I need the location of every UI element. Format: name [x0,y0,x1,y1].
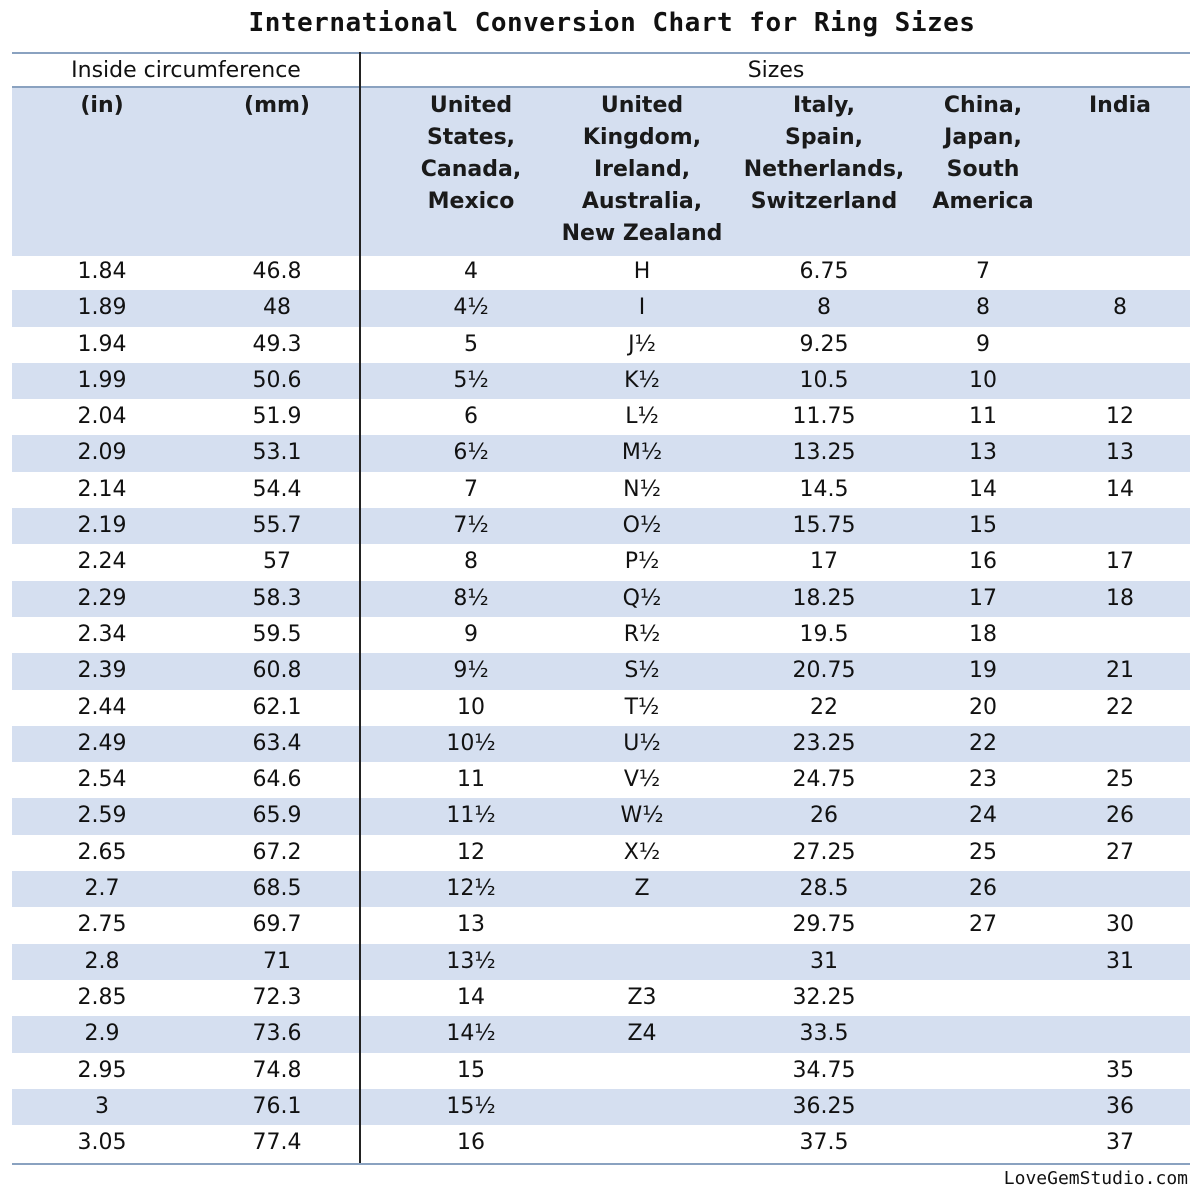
cell-mm: 73.6 [252,1021,302,1047]
cell-it: 33.5 [799,1021,849,1047]
cell-us: 8½ [453,585,489,611]
table-row [12,907,1190,943]
cell-in: 2.29 [77,585,127,611]
table-row [12,617,1190,653]
cell-us: 14 [457,984,485,1010]
cell-in: 2.75 [77,912,127,938]
cell-india: 31 [1106,948,1134,974]
table-row [12,472,1190,508]
table-row [12,944,1190,980]
cell-india: 30 [1106,912,1134,938]
cell-mm: 76.1 [252,1093,302,1119]
cell-it: 10.5 [799,367,849,393]
cell-it: 15.75 [792,513,856,539]
cell-india: 13 [1106,440,1134,466]
cell-mm: 72.3 [252,984,302,1010]
cell-us: 9½ [453,658,489,684]
cell-in: 2.7 [84,876,120,902]
cell-mm: 71 [263,948,291,974]
cell-in: 1.89 [77,295,127,321]
column-header-italy: Italy, Spain, Netherlands, Switzerland [743,93,905,214]
table-row [12,1016,1190,1052]
cell-india: 22 [1106,694,1134,720]
cell-mm: 48 [263,295,291,321]
table-row [12,399,1190,435]
cell-it: 20.75 [792,658,856,684]
cell-us: 15½ [446,1093,496,1119]
cell-it: 36.25 [792,1093,856,1119]
cell-cn: 23 [969,767,997,793]
cell-us: 9 [464,621,478,647]
cell-mm: 50.6 [252,367,302,393]
bottom-rule [12,1163,1190,1165]
cell-it: 19.5 [799,621,849,647]
column-header-uk: United Kingdom, Ireland, Australia, New Zealand [561,93,723,246]
cell-us: 6½ [453,440,489,466]
cell-india [1070,726,1170,762]
cell-india: 21 [1106,658,1134,684]
cell-it: 8 [817,295,831,321]
cell-it: 31 [810,948,838,974]
cell-it: 37.5 [799,1130,849,1156]
cell-cn: 13 [969,440,997,466]
cell-cn: 26 [969,876,997,902]
table-row [12,690,1190,726]
cell-us: 4 [464,259,478,284]
cell-mm: 58.3 [252,585,302,611]
cell-mm: 59.5 [252,621,302,647]
cell-uk: R½ [623,621,661,647]
cell-uk: H [633,259,651,284]
cell-us: 7½ [453,513,489,539]
cell-uk: X½ [623,839,661,865]
cell-uk: N½ [623,476,661,502]
cell-uk: O½ [622,513,662,539]
cell-us: 13 [457,912,485,938]
cell-us: 4½ [453,295,489,321]
cell-in: 3 [95,1093,109,1119]
cell-us: 8 [464,549,478,575]
cell-mm: 74.8 [252,1057,302,1083]
cell-mm: 62.1 [252,694,302,720]
cell-cn: 16 [969,549,997,575]
cell-us: 6 [464,404,478,430]
cell-it: 27.25 [792,839,856,865]
cell-uk: K½ [624,367,660,393]
cell-mm: 68.5 [252,876,302,902]
cell-cn [918,1016,1048,1052]
cell-it: 18.25 [792,585,856,611]
cell-us: 13½ [446,948,496,974]
cell-india [1070,508,1170,544]
table-row [12,980,1190,1016]
cell-mm: 57 [263,549,291,575]
cell-mm: 69.7 [252,912,302,938]
cell-us: 10½ [446,730,496,756]
cell-cn: 17 [969,585,997,611]
cell-in: 1.99 [77,367,127,393]
cell-in: 2.49 [77,730,127,756]
cell-uk: V½ [623,767,661,793]
column-header-in: (in) [80,93,124,118]
cell-india [1070,980,1170,1016]
cell-india: 25 [1106,767,1134,793]
cell-uk [556,907,728,943]
cell-uk: W½ [620,803,664,829]
cell-india [1070,363,1170,399]
cell-cn: 7 [976,259,990,284]
cell-it: 11.75 [792,404,856,430]
cell-india: 26 [1106,803,1134,829]
column-header-mm: (mm) [244,93,310,118]
cell-mm: 51.9 [252,404,302,430]
cell-india: 37 [1106,1130,1134,1156]
cell-it: 14.5 [799,476,849,502]
cell-it: 32.25 [792,984,856,1010]
table-row [12,1053,1190,1089]
cell-cn [918,1125,1048,1161]
table-row [12,653,1190,689]
column-header-india: India [1089,93,1151,118]
cell-mm: 49.3 [252,331,302,357]
cell-us: 5½ [453,367,489,393]
cell-us: 16 [457,1130,485,1156]
cell-us: 12 [457,839,485,865]
cell-in: 2.09 [77,440,127,466]
cell-cn: 11 [969,404,997,430]
group-header-sizes: Sizes [747,58,805,83]
cell-uk: T½ [624,694,660,720]
cell-cn: 10 [969,367,997,393]
cell-india: 12 [1106,404,1134,430]
cell-india: 27 [1106,839,1134,865]
cell-uk: S½ [624,658,660,684]
cell-it: 24.75 [792,767,856,793]
cell-india [1070,254,1170,290]
cell-uk: J½ [628,331,656,357]
cell-cn [918,1089,1048,1125]
cell-it: 22 [810,694,838,720]
cell-uk: M½ [621,440,663,466]
cell-uk: I [638,295,646,321]
cell-us: 12½ [446,876,496,902]
cell-india: 14 [1106,476,1134,502]
cell-in: 2.19 [77,513,127,539]
cell-india: 35 [1106,1057,1134,1083]
table-row [12,762,1190,798]
cell-in: 2.34 [77,621,127,647]
cell-it: 17 [810,549,838,575]
cell-mm: 55.7 [252,513,302,539]
cell-in: 2.85 [77,984,127,1010]
cell-it: 6.75 [799,259,849,284]
cell-cn: 20 [969,694,997,720]
cell-india [1070,327,1170,363]
cell-in: 2.59 [77,803,127,829]
cell-it: 28.5 [799,876,849,902]
cell-in: 2.65 [77,839,127,865]
table-row [12,544,1190,580]
cell-uk: U½ [623,730,661,756]
cell-mm: 65.9 [252,803,302,829]
cell-uk [556,1089,728,1125]
cell-india: 36 [1106,1093,1134,1119]
cell-cn: 8 [976,295,990,321]
cell-mm: 53.1 [252,440,302,466]
cell-in: 2.24 [77,549,127,575]
cell-uk: Z3 [627,984,657,1010]
cell-uk: Q½ [622,585,662,611]
cell-in: 2.9 [84,1021,120,1047]
cell-mm: 64.6 [252,767,302,793]
cell-cn [918,1053,1048,1089]
cell-it: 34.75 [792,1057,856,1083]
cell-in: 2.04 [77,404,127,430]
cell-mm: 46.8 [252,259,302,284]
cell-in: 1.84 [77,259,127,284]
table-row [12,581,1190,617]
cell-us: 10 [457,694,485,720]
cell-india: 18 [1106,585,1134,611]
cell-india [1070,617,1170,653]
cell-uk: Z [634,876,650,902]
cell-cn: 9 [976,331,990,357]
cell-india: 8 [1113,295,1127,321]
cell-cn [918,980,1048,1016]
table-row [12,1125,1190,1161]
table-row [12,871,1190,907]
cell-in: 2.95 [77,1057,127,1083]
cell-in: 2.39 [77,658,127,684]
cell-in: 2.44 [77,694,127,720]
table-row [12,254,1190,290]
group-header-circumference: Inside circumference [71,58,301,83]
cell-uk: Z4 [627,1021,657,1047]
cell-it: 23.25 [792,730,856,756]
cell-uk: P½ [624,549,660,575]
cell-in: 3.05 [77,1130,127,1156]
cell-mm: 54.4 [252,476,302,502]
column-divider [359,52,361,1165]
cell-cn: 24 [969,803,997,829]
table-row [12,363,1190,399]
table-row [12,1089,1190,1125]
cell-mm: 63.4 [252,730,302,756]
table-row [12,835,1190,871]
cell-it: 26 [810,803,838,829]
cell-in: 2.14 [77,476,127,502]
table-row [12,508,1190,544]
cell-cn: 15 [969,513,997,539]
cell-uk: L½ [625,404,659,430]
cell-it: 13.25 [792,440,856,466]
cell-us: 15 [457,1057,485,1083]
cell-cn: 22 [969,730,997,756]
cell-it: 29.75 [792,912,856,938]
cell-uk [556,944,728,980]
table-row [12,435,1190,471]
table-row [12,726,1190,762]
table-row [12,327,1190,363]
cell-uk [556,1125,728,1161]
table-row [12,798,1190,834]
cell-cn: 18 [969,621,997,647]
cell-mm: 60.8 [252,658,302,684]
cell-cn: 25 [969,839,997,865]
cell-mm: 77.4 [252,1130,302,1156]
cell-india: 17 [1106,549,1134,575]
cell-uk [556,1053,728,1089]
table-row [12,290,1190,326]
cell-cn: 14 [969,476,997,502]
cell-us: 11½ [446,803,496,829]
chart-title: International Conversion Chart for Ring Sizes [248,8,976,38]
cell-us: 11 [457,767,485,793]
site-credit: LoveGemStudio.com [1003,1168,1188,1189]
cell-us: 7 [464,476,478,502]
cell-in: 2.54 [77,767,127,793]
cell-in: 1.94 [77,331,127,357]
column-header-us: United States, Canada, Mexico [420,93,522,214]
cell-in: 2.8 [84,948,120,974]
cell-us: 14½ [446,1021,496,1047]
cell-us: 5 [464,331,478,357]
cell-it: 9.25 [799,331,849,357]
cell-india [1070,871,1170,907]
cell-cn: 19 [969,658,997,684]
cell-mm: 67.2 [252,839,302,865]
table-body [12,254,1190,1161]
cell-india [1070,1016,1170,1052]
column-header-china: China, Japan, South America [932,93,1034,214]
cell-cn [918,944,1048,980]
cell-cn: 27 [969,912,997,938]
